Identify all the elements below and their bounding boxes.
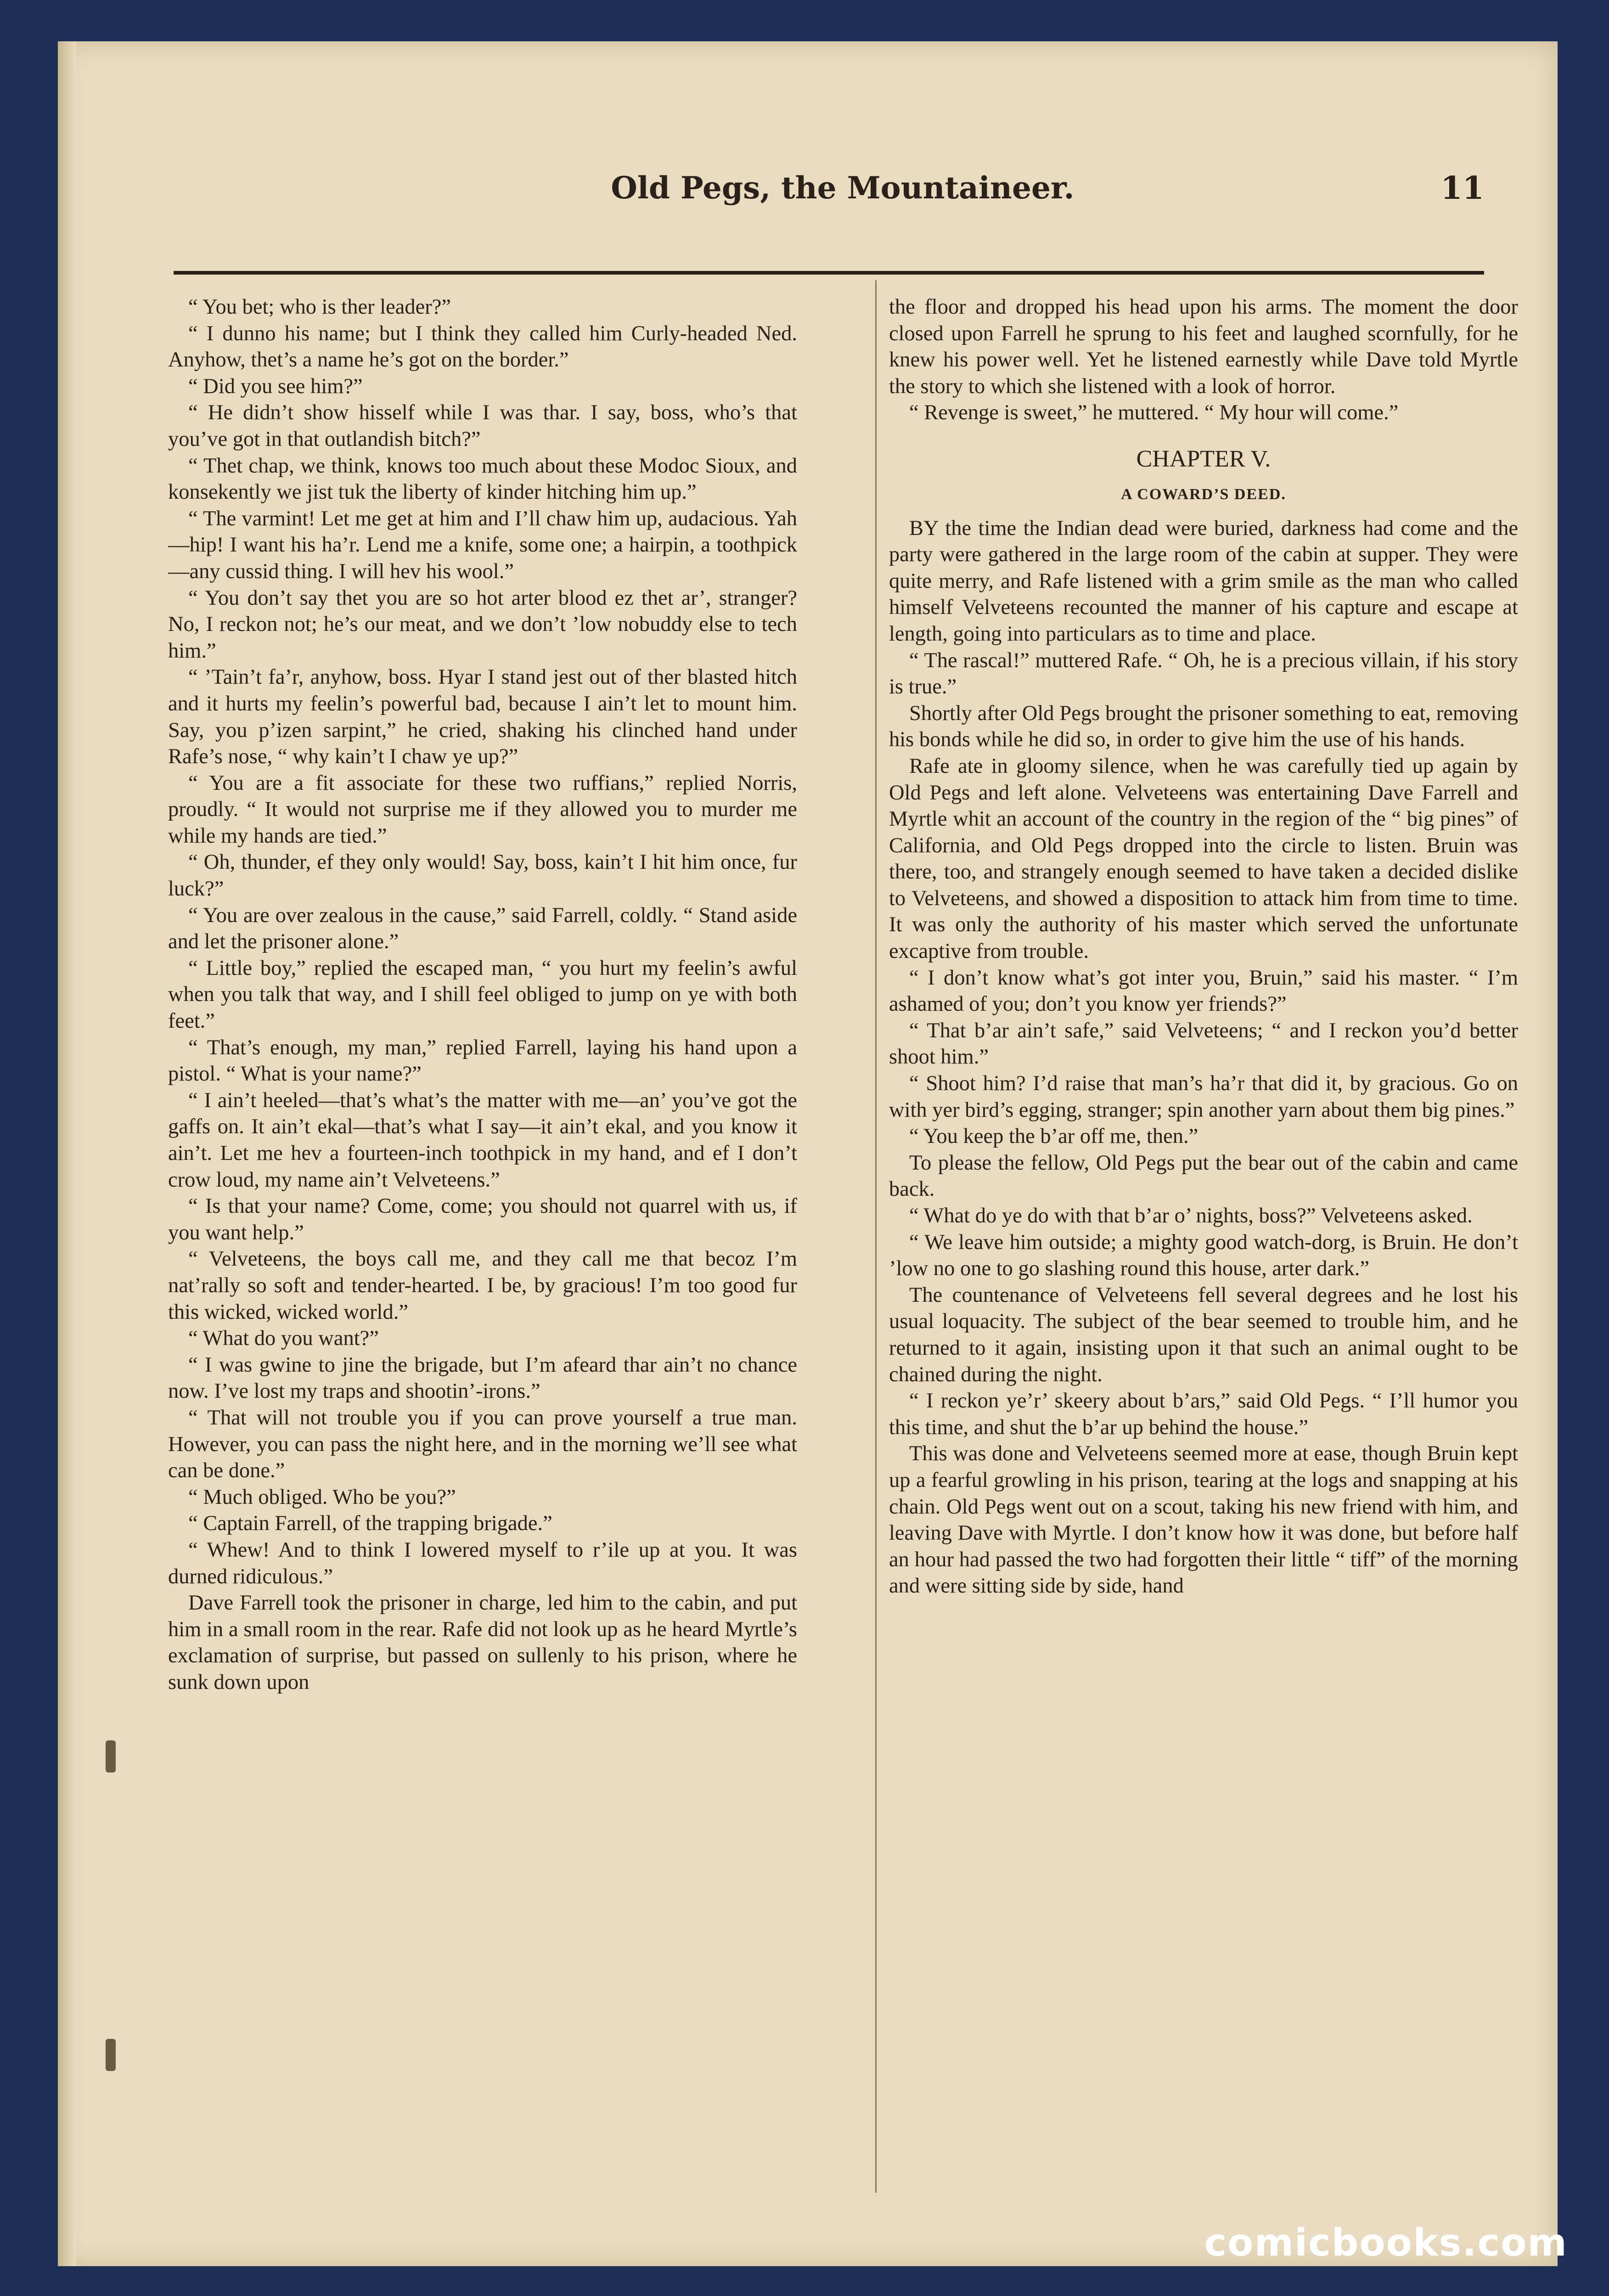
paragraph: “ I ain’t heeled—that’s what’s the matter with me—an’ you’ve got the gaffs on. It ain’t ekal—that’s what I say—it ain’t ekal, and you know it ain’t. Let me hev a fourteen-inch toothpick in my hand, and ef I don’t crow loud, my name ain’t Velveteens.”	[168, 1088, 797, 1192]
header-rule	[174, 271, 1484, 275]
paragraph: “ Is that your name? Come, come; you should not quarrel with us, if you want help.”	[168, 1194, 797, 1244]
paragraph: “ ’Tain’t fa’r, anyhow, boss. Hyar I stand jest out of ther blasted hitch and it hurts my feelin’s powerful bad, because I ain’t let to mount him. Say, you p’izen sarpint,” he cried, shaking his clinched hand under Rafe’s nose, “ why kain’t I chaw ye up?”	[168, 665, 797, 769]
paragraph: “ Little boy,” replied the escaped man, “ you hurt my feelin’s awful when you talk that way, and I shill feel obliged to jump on ye with both feet.”	[168, 956, 797, 1033]
paragraph: Shortly after Old Pegs brought the prisoner something to eat, removing his bonds while he did so, in order to give him the use of his hands.	[889, 701, 1518, 752]
paragraph: “ What do you want?”	[188, 1327, 379, 1351]
paragraph: “ Did you see him?”	[188, 374, 363, 398]
paragraph: “ I reckon ye’r’ skeery about b’ars,” said Old Pegs. “ I’ll humor you this time, and shut the b’ar up behind the house.”	[889, 1389, 1518, 1439]
paragraph: “ That b’ar ain’t safe,” said Velveteens; “ and I reckon you’d better shoot him.”	[889, 1019, 1518, 1069]
watermark: comicbooks.com	[1204, 2221, 1568, 2265]
running-header	[174, 156, 1484, 225]
paragraph: This was done and Velveteens seemed more at ease, though Bruin kept up a fearful growling in his prison, tearing at the logs and snapping at his chain. Old Pegs went out on a scout, taking his new friend with him, and leaving Dave with Myrtle. I don’t know how it was done, but before half an hour had passed the two had forgotten their little “ tiff” of the morning and were sitting side by side, hand	[889, 1442, 1518, 1598]
paragraph: “ That will not trouble you if you can prove yourself a true man. However, you can pass the night here, and in the morning we’ll see what can be done.”	[168, 1406, 797, 1483]
paragraph: “ The varmint! Let me get at him and I’ll chaw him up, audacious. Yah—hip! I want his ha’r. Lend me a knife, some one; a hairpin, a toothpick—any cussid thing. I will hev his wool.”	[168, 506, 797, 583]
running-title: Old Pegs, the Mountaineer.	[611, 170, 1075, 206]
paragraph: “ Whew! And to think I lowered myself to r’ile up at you. It was durned ridiculous.”	[168, 1538, 797, 1588]
paragraph: the floor and dropped his head upon his arms. The moment the door closed upon Farrell he sprung to his feet and laughed scornfully, for he knew his power well. Yet he listened earnestly while Dave told Myrtle the story to which she listened with a look of horror.	[889, 295, 1518, 398]
paragraph: The countenance of Velveteens fell several degrees and he lost his usual loquacity. The subject of the bear seemed to trouble him, and he returned to it again, insisting upon it that such an animal ought to be chained during the night.	[889, 1283, 1518, 1386]
paragraph: BY the time the Indian dead were buried, darkness had come and the party were gathered in the large room of the cabin at supper. They were quite merry, and Rafe listened with a grim smile as the man who called himself Velveteens recounted the manner of his capture and escape at length, going into particulars as to time and place.	[889, 516, 1518, 646]
paragraph: “ Velveteens, the boys call me, and they call me that becoz I’m nat’rally so soft and tender-hearted. I be, by gracious! I’m too good fur this wicked, wicked world.”	[168, 1247, 797, 1324]
paragraph: “ Revenge is sweet,” he muttered. “ My hour will come.”	[909, 401, 1399, 425]
page-spine	[58, 41, 76, 2266]
paragraph: “ You don’t say thet you are so hot arter blood ez thet ar’, stranger? No, I reckon not; he’s our meat, and we don’t ’low nobuddy else to tech him.”	[168, 586, 797, 663]
paragraph: “ We leave him outside; a mighty good watch-dorg, is Bruin. He don’t ’low no one to go slashing round this house, arter dark.”	[889, 1230, 1518, 1281]
paragraph: Dave Farrell took the prisoner in charge, led him to the cabin, and put him in a small room in the rear. Rafe did not look up as he heard Myrtle’s exclamation of surprise, but passed on sullenly to his prison, where he sunk down upon	[168, 1591, 797, 1694]
paragraph: “ You are a fit associate for these two ruffians,” replied Norris, proudly. “ It would not surprise me if they allowed you to murder me while my hands are tied.”	[168, 771, 797, 848]
paragraph: “ He didn’t show hisself while I was thar. I say, boss, who’s that you’ve got in that outlandish bitch?”	[168, 401, 797, 451]
paragraph: “ The rascal!” muttered Rafe. “ Oh, he is a precious villain, if his story is true.”	[889, 648, 1518, 699]
paragraph: “ Thet chap, we think, knows too much about these Modoc Sioux, and konsekently we jist tuk the liberty of kinder hitching him up.”	[168, 454, 797, 504]
paragraph: “ Captain Farrell, of the trapping brigade.”	[188, 1512, 552, 1536]
paragraph: “ You are over zealous in the cause,” said Farrell, coldly. “ Stand aside and let the prisoner alone.”	[168, 903, 797, 954]
right-column	[889, 294, 1518, 2197]
paragraph: To please the fellow, Old Pegs put the bear out of the cabin and came back.	[889, 1151, 1518, 1201]
magazine-page	[58, 41, 1558, 2266]
right-column-top	[889, 294, 1518, 426]
paragraph: “ You keep the b’ar off me, then.”	[909, 1125, 1198, 1148]
paragraph: “ You bet; who is ther leader?”	[188, 295, 451, 319]
paragraph: “ Shoot him? I’d raise that man’s ha’r that did it, by gracious. Go on with yer bird’s egging, stranger; spin another yarn about them big pines.”	[889, 1072, 1518, 1122]
right-column-bottom	[889, 515, 1518, 1599]
paragraph: “ That’s enough, my man,” replied Farrell, laying his hand upon a pistol. “ What is your name?”	[168, 1035, 797, 1086]
column-divider	[875, 280, 877, 2193]
chapter-title: CHAPTER V.	[1136, 445, 1271, 472]
paragraph: “ I dunno his name; but I think they called him Curly-headed Ned. Anyhow, thet’s a name he’s got on the border.”	[168, 321, 797, 372]
paragraph: “ I don’t know what’s got inter you, Bruin,” said his master. “ I’m ashamed of you; don’t you know yer friends?”	[889, 966, 1518, 1016]
chapter-subtitle: A COWARD’S DEED.	[1121, 485, 1286, 503]
paragraph: Rafe ate in gloomy silence, when he was carefully tied up again by Old Pegs and left alone. Velveteens was entertaining Dave Farrell and Myrtle whit an account of the country in the region of the “ big pines” of California, and Old Pegs dropped into the circle to listen. Bruin was there, too, and strangely enough seemed to have taken a decided dislike to Velveteens, and showed a disposition to attack him from time to time. It was only the authority of his master which served the unfortunate excaptive from trouble.	[889, 754, 1518, 963]
staple-mark	[106, 2039, 116, 2071]
paragraph: “ Much obliged. Who be you?”	[188, 1485, 456, 1509]
staple-mark	[106, 1740, 116, 1773]
left-column	[168, 294, 797, 2197]
paragraph: “ I was gwine to jine the brigade, but I’m afeard thar ain’t no chance now. I’ve lost my traps and shootin’-irons.”	[168, 1353, 797, 1403]
page-number: 11	[1440, 170, 1484, 207]
paragraph: “ What do ye do with that b’ar o’ nights, boss?” Velveteens asked.	[909, 1204, 1473, 1227]
paragraph: “ Oh, thunder, ef they only would! Say, boss, kain’t I hit him once, fur luck?”	[168, 850, 797, 901]
